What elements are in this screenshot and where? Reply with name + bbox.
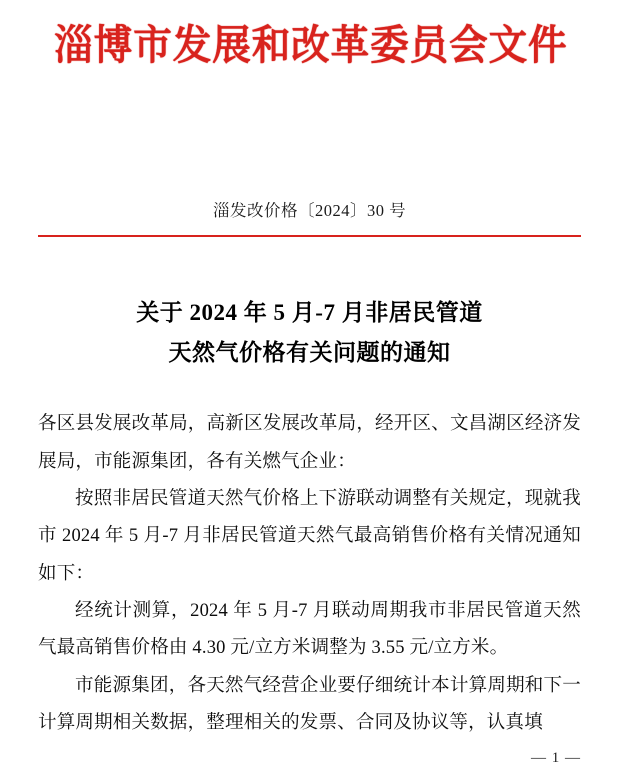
paragraph-price-adjustment: 经统计测算，2024 年 5 月-7 月联动周期我市非居民管道天然气最高销售价格由 4.30 元/立方米调整为 3.55 元/立方米。 bbox=[38, 601, 581, 659]
document-page bbox=[0, 22, 619, 783]
masthead bbox=[38, 22, 581, 69]
page-number: — 1 — bbox=[531, 750, 581, 766]
page-title-line-1: 关于 2024 年 5 月-7 月非居民管道 bbox=[136, 300, 483, 326]
paragraph-addressees: 各区县发展改革局，高新区发展改革局，经开区、文昌湖区经济发展局，市能源集团，各有关燃气企业： bbox=[38, 414, 581, 472]
page-title-line-2: 天然气价格有关问题的通知 bbox=[168, 339, 451, 365]
document-body bbox=[38, 406, 581, 742]
paragraph-intro: 按照非居民管道天然气价格上下游联动调整有关规定，现就我市 2024 年 5 月-7 月非居民管道天然气最高销售价格有关情况通知如下： bbox=[38, 488, 581, 584]
document-number: 淄发改价格〔2024〕30 号 bbox=[212, 201, 407, 221]
page-title bbox=[38, 293, 581, 372]
masthead-title: 淄博市发展和改革委员会文件 bbox=[54, 21, 568, 69]
paragraph-requirements: 市能源集团，各天然气经营企业要仔细统计本计算周期和下一计算周期相关数据，整理相关的发票、合同及协议等，认真填 bbox=[38, 675, 581, 734]
red-divider bbox=[38, 235, 581, 237]
